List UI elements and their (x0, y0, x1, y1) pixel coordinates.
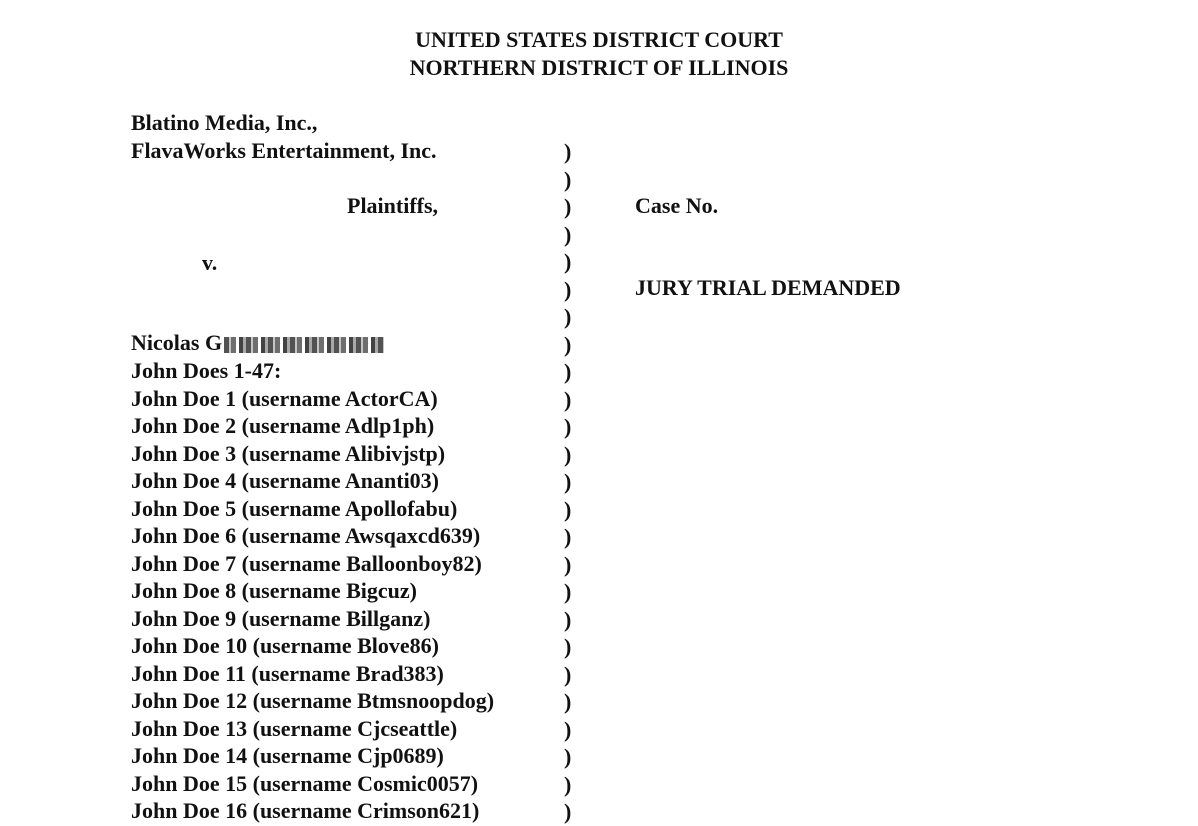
caption-paren: ) (564, 414, 572, 439)
caption-paren: ) (564, 441, 572, 467)
case-number-label: Case No. (635, 193, 719, 218)
caption-paren: ) (564, 359, 572, 384)
caption-paren: ) (564, 606, 572, 632)
named-defendant-text: Nicolas G (131, 330, 223, 355)
john-doe-list (131, 357, 494, 825)
john-doe-entry: John Doe 10 (username Blove86) (131, 633, 439, 658)
john-doe-entry: John Doe 11 (username Brad383) (131, 660, 444, 686)
caption-paren: ) (564, 304, 572, 329)
redaction-mark (224, 337, 384, 353)
john-doe-entry: John Doe 13 (username Cjcseattle) (131, 715, 458, 741)
caption-paren: ) (564, 661, 572, 687)
caption-paren: ) (564, 194, 572, 219)
caption-paren: ) (564, 524, 572, 549)
caption-paren: ) (564, 689, 572, 714)
john-doe-entry: John Doe 2 (username Adlp1ph) (131, 413, 435, 438)
jury-trial-demand: JURY TRIAL DEMANDED (635, 275, 901, 300)
john-doe-entry: John Doe 9 (username Billganz) (131, 605, 431, 631)
caption-paren: ) (564, 221, 572, 247)
caption-paren: ) (564, 469, 572, 494)
plaintiff-flavaworks: FlavaWorks Entertainment, Inc. (131, 138, 437, 163)
john-doe-entry: John Doe 5 (username Apollofabu) (131, 495, 458, 521)
caption-paren: ) (564, 331, 572, 357)
caption-paren: ) (564, 744, 572, 769)
caption-paren: ) (564, 799, 572, 824)
john-doe-entry: John Doe 6 (username Awsqaxcd639) (131, 523, 481, 548)
versus-label: v. (202, 250, 218, 275)
john-doe-entry: John Doe 7 (username Balloonboy82) (131, 550, 482, 576)
court-name: UNITED STATES DISTRICT COURT (415, 27, 783, 52)
john-does-header: John Does 1-47: (131, 358, 282, 383)
john-doe-entry: John Doe 3 (username Alibivjstp) (131, 440, 446, 466)
john-doe-entry: John Doe 8 (username Bigcuz) (131, 578, 417, 603)
caption-paren: ) (564, 716, 572, 742)
caption-paren: ) (564, 771, 572, 797)
caption-paren: ) (564, 551, 572, 577)
john-doe-entry: John Doe 15 (username Cosmic0057) (131, 770, 479, 796)
plaintiff-blatino: Blatino Media, Inc., (131, 110, 318, 135)
john-doe-entry: John Doe 4 (username Ananti03) (131, 468, 440, 493)
caption-paren: ) (564, 496, 572, 522)
john-doe-entry: John Doe 14 (username Cjp0689) (131, 743, 444, 768)
district-name: NORTHERN DISTRICT OF ILLINOIS (409, 55, 789, 80)
caption-paren: ) (564, 579, 572, 604)
caption-paren: ) (564, 139, 572, 164)
caption-paren: ) (564, 249, 572, 274)
caption-paren-column (564, 138, 571, 826)
named-defendant (131, 329, 384, 357)
caption-paren: ) (564, 166, 572, 192)
john-doe-entry: John Doe 12 (username Btmsnoopdog) (131, 688, 495, 713)
john-doe-entry: John Doe 1 (username ActorCA) (131, 385, 438, 411)
caption-paren: ) (564, 276, 572, 302)
caption-paren: ) (564, 634, 572, 659)
plaintiffs-label: Plaintiffs, (347, 193, 439, 218)
john-doe-entry: John Doe 16 (username Crimson621) (131, 798, 480, 823)
caption-paren: ) (564, 386, 572, 412)
